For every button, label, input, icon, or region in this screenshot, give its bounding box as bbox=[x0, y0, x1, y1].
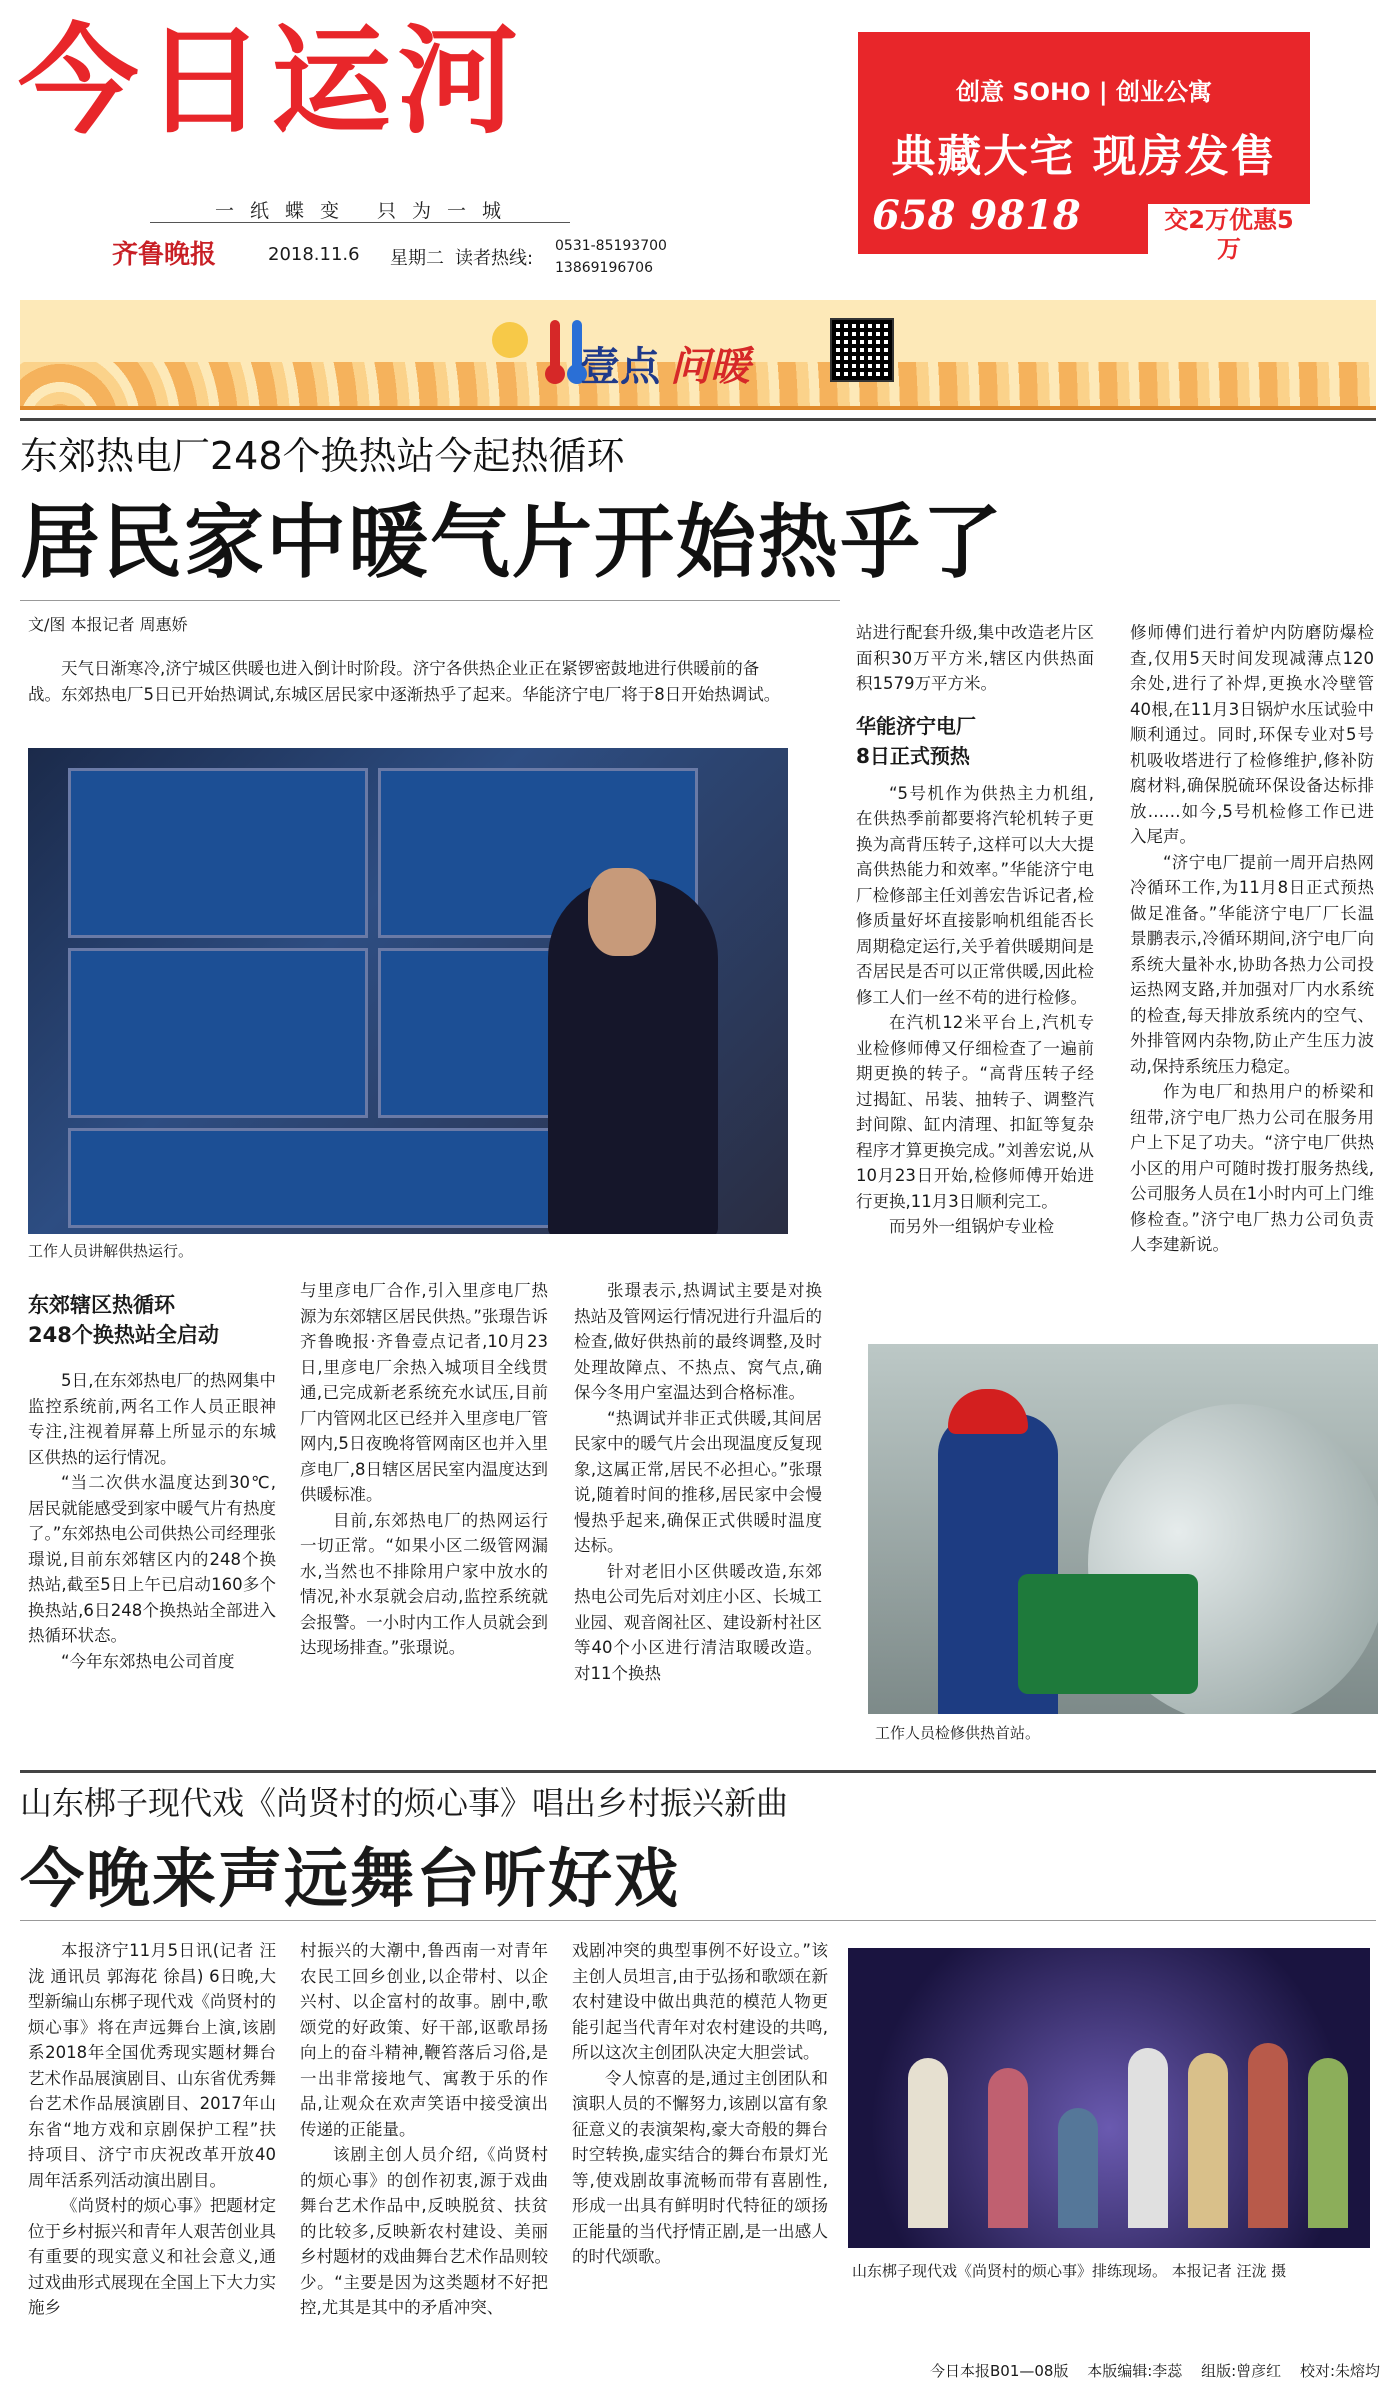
monitor-screen bbox=[68, 948, 368, 1118]
issue-weekday: 星期二 bbox=[390, 248, 444, 269]
footer-pages: 今日本报B01—08版 bbox=[930, 2362, 1069, 2380]
performer-figure bbox=[988, 2068, 1028, 2228]
article1-photo-control-room bbox=[28, 748, 788, 1234]
photo2-caption: 工作人员检修供热首站。 bbox=[875, 1724, 1041, 1742]
article1-column-b bbox=[300, 1278, 548, 1661]
divider bbox=[20, 1920, 1376, 1921]
monitor-screen bbox=[68, 768, 368, 938]
pump-motor bbox=[1018, 1574, 1198, 1694]
ad-headline: 典藏大宅 现房发售 bbox=[891, 131, 1277, 182]
article1-byline: 文/图 本报记者 周惠娇 bbox=[28, 615, 188, 634]
photo3-caption: 山东梆子现代戏《尚贤村的烦心事》排练现场。 本报记者 汪泷 摄 bbox=[852, 2262, 1287, 2280]
page-footer bbox=[860, 2360, 1380, 2381]
footer-editor: 本版编辑:李蕊 bbox=[1087, 2362, 1183, 2380]
article1-subtitle: 东郊热电厂248个换热站今起热循环 bbox=[20, 434, 625, 478]
paragraph: 《尚贤村的烦心事》把题材定位于乡村振兴和青年人艰苦创业具有重要的现实意义和社会意义,通过戏曲形式展现在全国上下大力实施乡 bbox=[28, 2196, 276, 2317]
performer-figure bbox=[1128, 2048, 1168, 2228]
paragraph: 站进行配套升级,集中改造老片区面积30万平方米,辖区内供热面积1579万平方米。 bbox=[856, 623, 1094, 693]
ad-phone: 658 9818 bbox=[872, 192, 1081, 239]
article2-subtitle: 山东梆子现代戏《尚贤村的烦心事》唱出乡村振兴新曲 bbox=[20, 1784, 789, 1822]
footer-proof: 校对:朱熔均 bbox=[1299, 2362, 1380, 2380]
section-heading: 华能济宁电厂 8日正式预热 bbox=[856, 713, 976, 768]
hotline-number-1: 0531-85193700 bbox=[555, 238, 667, 254]
ad-promo: 交2万优惠5万 bbox=[1148, 204, 1310, 266]
masthead-divider bbox=[150, 222, 570, 223]
article2-column-a bbox=[28, 1938, 276, 2321]
paragraph: 修师傅们进行着炉内防磨防爆检查,仅用5天时间发现减薄点120余处,进行了补焊,更换水冷壁管40根,在11月3日锅炉水压试验中顺利通过。同时,环保专业对5号机吸收塔进行了检修维护,修补防腐材料,确保脱硫环保设备达标排放……如今,5号机检修工作已进入尾声。 bbox=[1130, 623, 1374, 846]
photo1-caption: 工作人员讲解供热运行。 bbox=[28, 1242, 194, 1260]
performer-figure bbox=[1188, 2053, 1228, 2228]
performer-figure bbox=[1308, 2058, 1348, 2228]
divider bbox=[20, 600, 840, 601]
divider bbox=[20, 418, 1376, 421]
article2-headline: 今晚来声远舞台听好戏 bbox=[20, 1843, 680, 1917]
article1-column-c bbox=[574, 1278, 822, 1686]
article1-headline: 居民家中暖气片开始热乎了 bbox=[20, 496, 1004, 589]
article1-photo-maintenance bbox=[868, 1344, 1378, 1714]
masthead-title: 今日运河 bbox=[18, 12, 524, 150]
paragraph: 张璟表示,热调试主要是对换热站及管网运行情况进行升温后的检查,做好供热前的最终调整,及时处理故障点、不热点、窝气点,确保今冬用户室温达到合格标准。 bbox=[574, 1281, 822, 1402]
article1-column-d bbox=[856, 620, 1094, 1240]
paragraph: 令人惊喜的是,通过主创团队和演职人员的不懈努力,该剧以富有象征意义的表演架构,豪大奇般的舞台时空转换,虚实结合的舞台布景灯光等,使戏剧故事流畅而带有喜剧性,形成一出具有鲜明时代特征的颂扬正能量的当代抒情正剧,是一出感人的时代颂歌。 bbox=[572, 2068, 828, 2266]
performer-figure bbox=[1248, 2043, 1288, 2228]
paragraph: 与里彦电厂合作,引入里彦电厂热源为东郊辖区居民供热。”张璟告诉齐鲁晚报·齐鲁壹点记者,10月23日,里彦电厂余热入城项目全线贯通,已完成新老系统充水试压,目前厂内管网北区已经并入里彦电厂管网内,5日夜晚将管网南区也并入里彦电厂,8日辖区居民室内温度达到供暖标准。 bbox=[300, 1281, 548, 1504]
article1-lead: 天气日渐寒冷,济宁城区供暖也进入倒计时阶段。济宁各供热企业正在紧锣密鼓地进行供暖前的备战。东郊热电厂5日已开始热调试,东城区居民家中逐渐热乎了起来。华能济宁电厂将于8日开始热调试。 bbox=[28, 659, 781, 704]
ad-tagline: 创意 SOHO | 创业公寓 bbox=[955, 78, 1212, 106]
paragraph: 目前,东郊热电厂的热网运行一切正常。“如果小区二级管网漏水,当然也不排除用户家中放水的情况,补水泵就会启动,监控系统就会报警。一小时内工作人员就会到达现场排查。”张璟说。 bbox=[300, 1510, 548, 1657]
hotline-label: 读者热线: bbox=[455, 248, 534, 269]
masthead-slogan: 一纸蝶变 只为一城 bbox=[215, 200, 518, 222]
footer-layout: 组版:曾彦红 bbox=[1201, 2362, 1282, 2380]
section-banner bbox=[20, 300, 1376, 410]
real-estate-ad bbox=[858, 32, 1310, 263]
paragraph: “5号机作为供热主力机组,在供热季前都要将汽轮机转子更换为高背压转子,这样可以大大提高供热能力和效率。”华能济宁电厂检修部主任刘善宏告诉记者,检修质量好坏直接影响机组能否长周期稳定运行,关乎着供暖期间是否居民是否可以正常供暖,因此检修工人们一丝不苟的进行检修。 bbox=[856, 783, 1094, 1007]
paragraph: 村振兴的大潮中,鲁西南一对青年农民工回乡创业,以企带村、以企兴村、以企富村的故事。剧中,歌颂党的好政策、好干部,讴歌昂扬向上的奋斗精神,鞭笞落后习俗,是一出非常接地气、寓教于乐的作品,让观众在欢声笑语中接受演出传递的正能量。 bbox=[300, 1941, 548, 2139]
paragraph: “今年东郊热电公司首度 bbox=[61, 1651, 235, 1671]
paragraph: 而另外一组锅炉专业检 bbox=[889, 1217, 1054, 1236]
paragraph: “当二次供水温度达到30℃,居民就能感受到家中暖气片有热度了。”东郊热电公司供热公司经理张璟说,目前东郊辖区内的248个换热站,截至5日上午已启动160多个换热站,6日248个换热站全部进入热循环状态。 bbox=[28, 1473, 276, 1645]
worker-head bbox=[588, 868, 656, 956]
paragraph: 戏剧冲突的典型事例不好设立。”该主创人员坦言,由于弘扬和歌颂在新农村建设中做出典范的模范人物更能引起当代青年对农村建设的共鸣,所以这次主创团队决定大胆尝试。 bbox=[572, 1941, 828, 2062]
article2-column-c bbox=[572, 1938, 828, 2270]
performer-figure bbox=[908, 2058, 948, 2228]
article1-column-a bbox=[28, 1368, 276, 1674]
qr-code-icon bbox=[830, 318, 894, 382]
divider bbox=[20, 1770, 1376, 1773]
hotline-number-2: 13869196706 bbox=[555, 260, 653, 276]
newspaper-brand: 齐鲁晚报 bbox=[112, 240, 217, 270]
performer-figure bbox=[1058, 2108, 1098, 2228]
paragraph: 在汽机12米平台上,汽机专业检修师傅又仔细检查了一遍前期更换的转子。“高背压转子经过揭缸、吊装、抽转子、调整汽封间隙、缸内清理、扣缸等复杂程序才算更换完成。”刘善宏说,从10月23日开始,检修师傅开始进行更换,11月3日顺利完工。 bbox=[856, 1013, 1094, 1211]
banner-brand-2: 问暖 bbox=[670, 344, 750, 390]
issue-date: 2018.11.6 bbox=[268, 244, 360, 265]
paragraph: “济宁电厂提前一周开启热网冷循环工作,为11月8日正式预热做足准备。”华能济宁电厂厂长温景鹏表示,冷循环期间,济宁电厂向系统大量补水,协助各热力公司投运热网支路,并加强对厂内水系统的检查,每天排放系统内的空气、外排管网内杂物,防止产生压力波动,保持系统压力稳定。 bbox=[1130, 852, 1374, 1076]
paragraph: 本报济宁11月5日讯(记者 汪泷 通讯员 郭海花 徐昌) 6日晚,大型新编山东梆子现代戏《尚贤村的烦心事》将在声远舞台上演,该剧系2018年全国优秀现实题材舞台艺术作品展演剧目、山东省优秀舞台艺术作品展演剧目、2017年山东省“地方戏和京剧保护工程”扶持项目、济宁市庆祝改革开放40周年活系列活动演出剧目。 bbox=[28, 1941, 276, 2190]
banner-brand: 壹点 bbox=[580, 344, 660, 390]
paragraph: 5日,在东郊热电厂的热网集中监控系统前,两名工作人员正眼神专注,注视着屏幕上所显示的东城区供热的运行情况。 bbox=[28, 1371, 276, 1467]
article2-column-b bbox=[300, 1938, 548, 2321]
hard-hat-icon bbox=[948, 1389, 1028, 1434]
paragraph: 作为电厂和热用户的桥梁和纽带,济宁电厂热力公司在服务用户上下足了功夫。“济宁电厂供热小区的用户可随时拨打服务热线,公司服务人员在1小时内可上门维修检查。”济宁电厂热力公司负责人李建新说。 bbox=[1130, 1082, 1374, 1254]
paragraph: “热调试并非正式供暖,其间居民家中的暖气片会出现温度反复现象,这属正常,居民不必担心。”张璟说,随着时间的推移,居民家中会慢慢热乎起来,确保正式供暖时温度达标。 bbox=[574, 1408, 822, 1555]
article1-column-e bbox=[1130, 620, 1374, 1258]
paragraph: 该剧主创人员介绍,《尚贤村的烦心事》的创作初衷,源于戏曲舞台艺术作品中,反映脱贫、扶贫的比较多,反映新农村建设、美丽乡村题材的戏曲舞台艺术作品则较少。“主要是因为这类题材不好把控,尤其是其中的矛盾冲突、 bbox=[300, 2145, 548, 2317]
article2-photo-rehearsal bbox=[848, 1948, 1370, 2248]
section-heading: 东郊辖区热循环 248个换热站全启动 bbox=[28, 1293, 219, 1347]
paragraph: 针对老旧小区供暖改造,东郊热电公司先后对刘庄小区、长城工业园、观音阁社区、建设新村社区等40个小区进行清洁取暖改造。对11个换热 bbox=[574, 1561, 822, 1683]
